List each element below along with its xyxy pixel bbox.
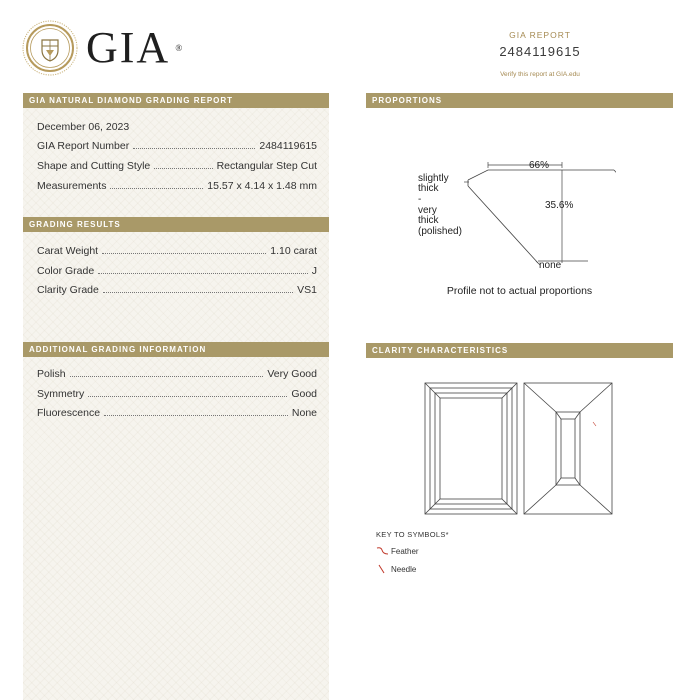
- key-label: Needle: [391, 564, 417, 574]
- row-label: Carat Weight: [37, 245, 99, 257]
- shape-row: [37, 158, 317, 172]
- report-number: 2484119615: [499, 44, 581, 59]
- additional-info-title: ADDITIONAL GRADING INFORMATION: [23, 342, 329, 357]
- girdle-line-5: thick: [418, 215, 439, 226]
- row-value: 1.10 carat: [270, 245, 317, 257]
- grading-report-title: GIA NATURAL DIAMOND GRADING REPORT: [23, 93, 329, 108]
- proportions-diagram: [416, 153, 616, 273]
- proportions-caption: Profile not to actual proportions: [446, 285, 593, 297]
- table-percentage: 66%: [529, 160, 550, 171]
- row-label: Symmetry: [37, 388, 85, 400]
- row-label: GIA Report Number: [37, 140, 130, 152]
- report-date: December 06, 2023: [37, 121, 130, 133]
- pavilion-view: [524, 383, 612, 514]
- grading-results-title: GRADING RESULTS: [23, 217, 329, 232]
- gia-seal-icon: [22, 20, 78, 76]
- key-item-feather: [376, 546, 419, 556]
- row-value: 2484119615: [259, 140, 317, 152]
- leader-dots: [102, 253, 266, 254]
- leader-dots: [70, 376, 264, 377]
- needle-mark: [593, 422, 596, 426]
- row-label: Shape and Cutting Style: [37, 160, 151, 172]
- key-item-needle: [376, 564, 416, 574]
- feather-symbol-icon: [376, 546, 390, 556]
- leader-dots: [98, 273, 308, 274]
- proportions-title: PROPORTIONS: [366, 93, 673, 108]
- leader-dots: [110, 188, 203, 189]
- needle-symbol-icon: [376, 564, 390, 574]
- row-label: Polish: [37, 368, 66, 380]
- fluorescence-row: [37, 405, 317, 419]
- leader-dots: [104, 415, 288, 416]
- leader-dots: [154, 168, 212, 169]
- right-panel: [366, 93, 673, 693]
- clarity-plot: [424, 382, 614, 517]
- row-label: Measurements: [37, 180, 107, 192]
- report-header: [440, 30, 640, 78]
- gia-wordmark: GIA ®: [86, 23, 183, 72]
- girdle-line-4: very: [418, 205, 437, 216]
- clarity-title: CLARITY CHARACTERISTICS: [366, 343, 673, 358]
- row-value: 15.57 x 4.14 x 1.48 mm: [207, 180, 317, 192]
- crown-view: [425, 383, 517, 514]
- row-label: Clarity Grade: [37, 284, 99, 296]
- culet-label: none: [539, 260, 562, 271]
- row-value: VS1: [297, 284, 317, 296]
- clarity-row: [37, 282, 317, 296]
- row-value: Rectangular Step Cut: [216, 160, 317, 172]
- girdle-line-1: slightly: [418, 173, 449, 184]
- polish-row: [37, 366, 317, 380]
- leader-dots: [103, 292, 293, 293]
- girdle-line-6: (polished): [418, 226, 462, 237]
- girdle-line-2: thick: [418, 183, 439, 194]
- verify-link[interactable]: Verify this report at GIA.edu: [500, 71, 580, 78]
- row-value: Good: [291, 388, 317, 400]
- key-label: Feather: [391, 546, 419, 556]
- report-label: GIA REPORT: [509, 30, 571, 40]
- carat-row: [37, 243, 317, 257]
- row-label: Color Grade: [37, 265, 95, 277]
- leader-dots: [88, 396, 287, 397]
- gia-logo: [22, 20, 192, 76]
- color-row: [37, 263, 317, 277]
- report-number-row: [37, 138, 317, 152]
- left-panel: [23, 93, 329, 700]
- depth-percentage: 35.6%: [545, 200, 574, 211]
- girdle-line-3: -: [418, 194, 422, 205]
- row-value: J: [311, 265, 317, 277]
- leader-dots: [133, 148, 255, 149]
- measurements-row: [37, 178, 317, 192]
- row-value: None: [291, 407, 317, 419]
- key-title: KEY TO SYMBOLS*: [376, 530, 449, 539]
- row-value: Very Good: [267, 368, 317, 380]
- row-label: Fluorescence: [37, 407, 101, 419]
- symmetry-row: [37, 386, 317, 400]
